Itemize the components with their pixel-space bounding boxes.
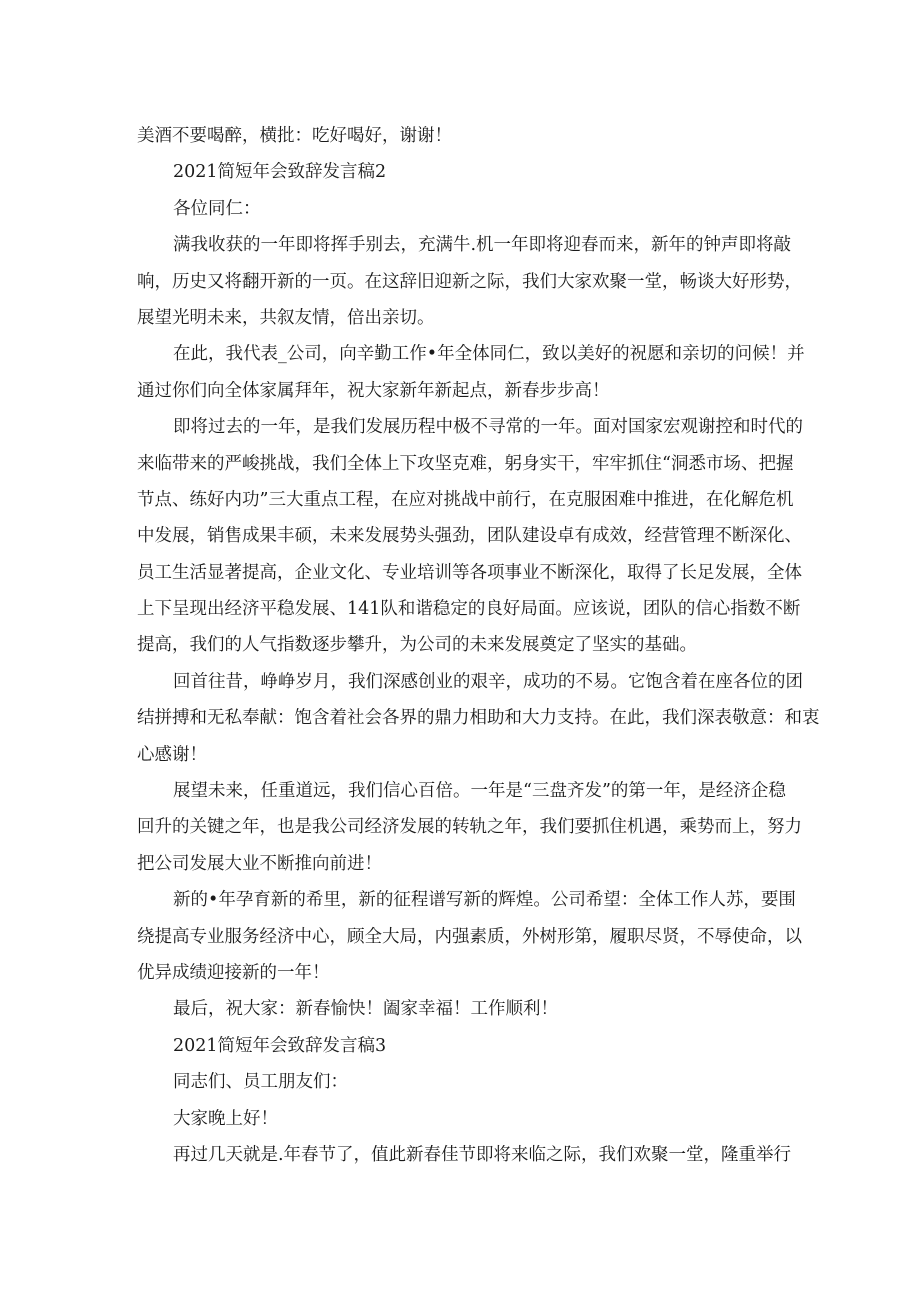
text-line: 来临带来的严峻挑战，我们全体上下攻坚克难，躬身实干，牢牢抓住“洞悉市场、把握 [137, 453, 794, 474]
text-line: 再过几天就是.年春节了，值此新春佳节即将来临之际，我们欢聚一堂，隆重举行 [173, 1144, 792, 1165]
text-line: 新的•年孕育新的希里，新的征程谱写新的辉煌。公司希望：全体工作人苏，要围 [173, 890, 796, 911]
text-line: 节点、练好内功”三大重点工程，在应对挑战中前行，在克服困难中推进，在化解危机 [137, 489, 794, 510]
text-line: 心感谢！ [137, 744, 207, 765]
text-line: 回升的关键之年，也是我公司经济发展的转轨之年，我们要抓住机遇，乘势而上，努力 [137, 817, 802, 838]
text-line: 大家晚上好！ [173, 1108, 278, 1129]
document-page [137, 118, 820, 1173]
text-line: 绕提高专业服务经济中心，顾全大局，内强素质，外树形第，履职尽贤，不辱使命，以 [137, 926, 802, 947]
text-line: 员工生活显著提高，企业文化、专业培训等各项事业不断深化，取得了长足发展，全体 [137, 562, 802, 583]
text-line: 展望光明未来，共叙友情，倍出亲切。 [137, 307, 435, 328]
text-line: 美酒不要喝醉，横批：吃好喝好，谢谢！ [137, 126, 452, 146]
text-line: 响，历史又将翻开新的一页。在这辞旧迎新之际，我们大家欢聚一堂，畅谈大好形势， [137, 271, 802, 292]
text-line: 即将过去的一年，是我们发展历程中极不寻常的一年。面对国家宏观谢控和时代的 [173, 417, 803, 438]
text-line: 中发展，销售成果丰硕，未来发展势头强劲，团队建设卓有成效，经营管理不断深化、 [137, 526, 802, 547]
text-line: 在此，我代表_公司，向辛勤工作•年全体同仁，致以美好的祝愿和亲切的问候！并 [173, 344, 805, 365]
text-line: 满我收获的一年即将挥手别去，充满牛.机一年即将迎春而来，新年的钟声即将敲 [173, 235, 792, 256]
text-line: 把公司发展大业不断推向前进！ [137, 853, 382, 874]
text-line: 上下呈现出经济平稳发展、141队和谐稳定的良好局面。应该说，团队的信心指数不断 [137, 599, 801, 620]
text-line: 优异成绩迎接新的一年！ [137, 962, 330, 983]
text-line: 提高，我们的人气指数逐步攀升，为公司的未来发展奠定了坚实的基础。 [137, 635, 697, 656]
text-line: 回首往昔，峥峥岁月，我们深感创业的艰辛，成功的不易。它饱含着在座各位的团 [173, 671, 803, 692]
text-line: 通过你们向全体家属拜年，祝大家新年新起点，新春步步高！ [137, 380, 610, 401]
text-line: 同志们、员工朋友们： [173, 1072, 348, 1093]
text-line: 最后，祝大家：新春愉快！阖家幸福！工作顺利！ [173, 999, 558, 1020]
text-line: 展望未来，任重道远，我们信心百倍。一年是“三盘齐发”的第一年，是经济企稳 [173, 781, 786, 802]
text-line: 结拼搏和无私奉献：饱含着社会各界的鼎力相助和大力支持。在此，我们深表敬意：和衷 [137, 708, 820, 729]
section-heading: 2021简短年会致辞发言稿3 [173, 1035, 387, 1056]
text-line: 各位同仁： [173, 198, 261, 219]
section-heading: 2021简短年会致辞发言稿2 [173, 162, 387, 183]
